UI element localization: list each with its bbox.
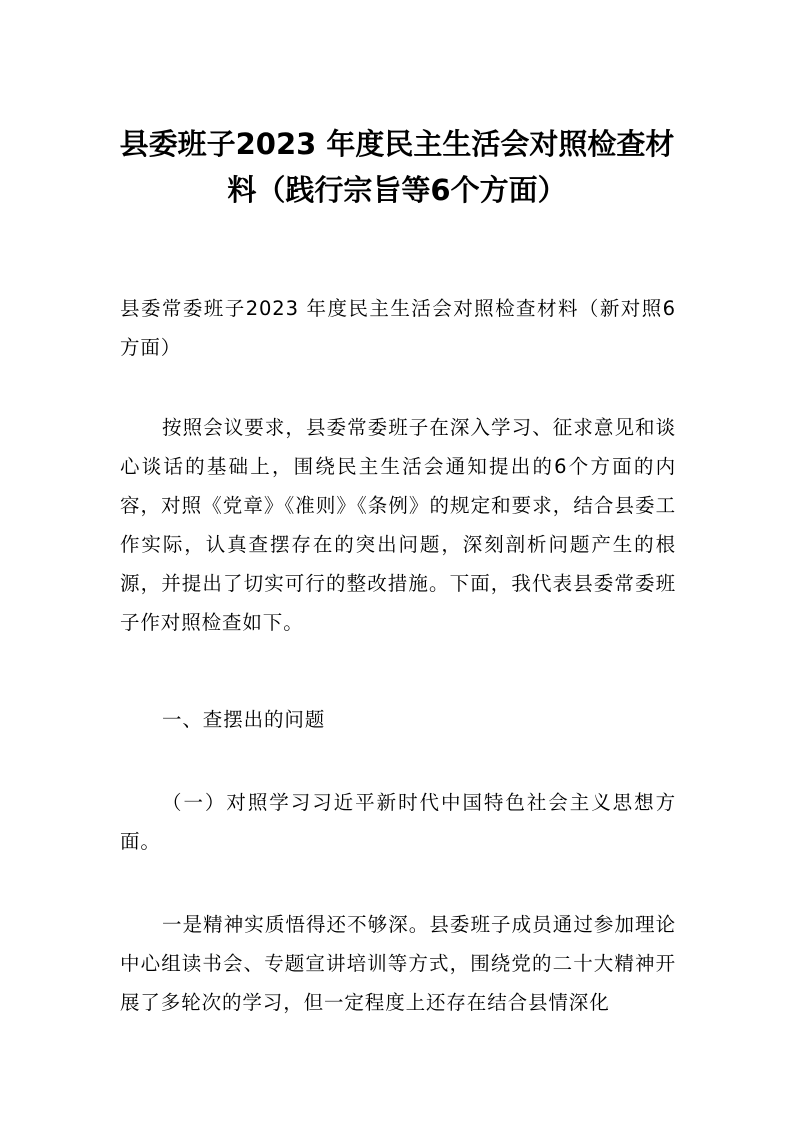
subsection-heading: （一）对照学习习近平新时代中国特色社会主义思想方面。 (120, 791, 676, 853)
body-paragraph: 一是精神实质悟得还不够深。县委班子成员通过参加理论中心组读书会、专题宣讲培训等方式，围绕党的二十大精神开展了多轮次的学习，但一定程度上还存在结合县情深化 (120, 913, 676, 1014)
intro-paragraph: 按照会议要求，县委常委班子在深入学习、征求意见和谈心谈话的基础上，围绕民主生活会通知提出的6个方面的内容，对照《党章》《准则》《条例》的规定和要求，结合县委工作实际，认真查摆存在的突出问题，深刻剖析问题产生的根源，并提出了切实可行的整改措施。下面，我代表县委常委班子作对照检查如下。 (120, 416, 676, 634)
document-title: 县委班子2023 年度民主生活会对照检查材料（践行宗旨等6个方面） (119, 127, 675, 207)
section-heading: 一、查摆出的问题 (162, 708, 326, 731)
document-subtitle: 县委常委班子2023 年度民主生活会对照检查材料（新对照6方面） (120, 297, 676, 359)
